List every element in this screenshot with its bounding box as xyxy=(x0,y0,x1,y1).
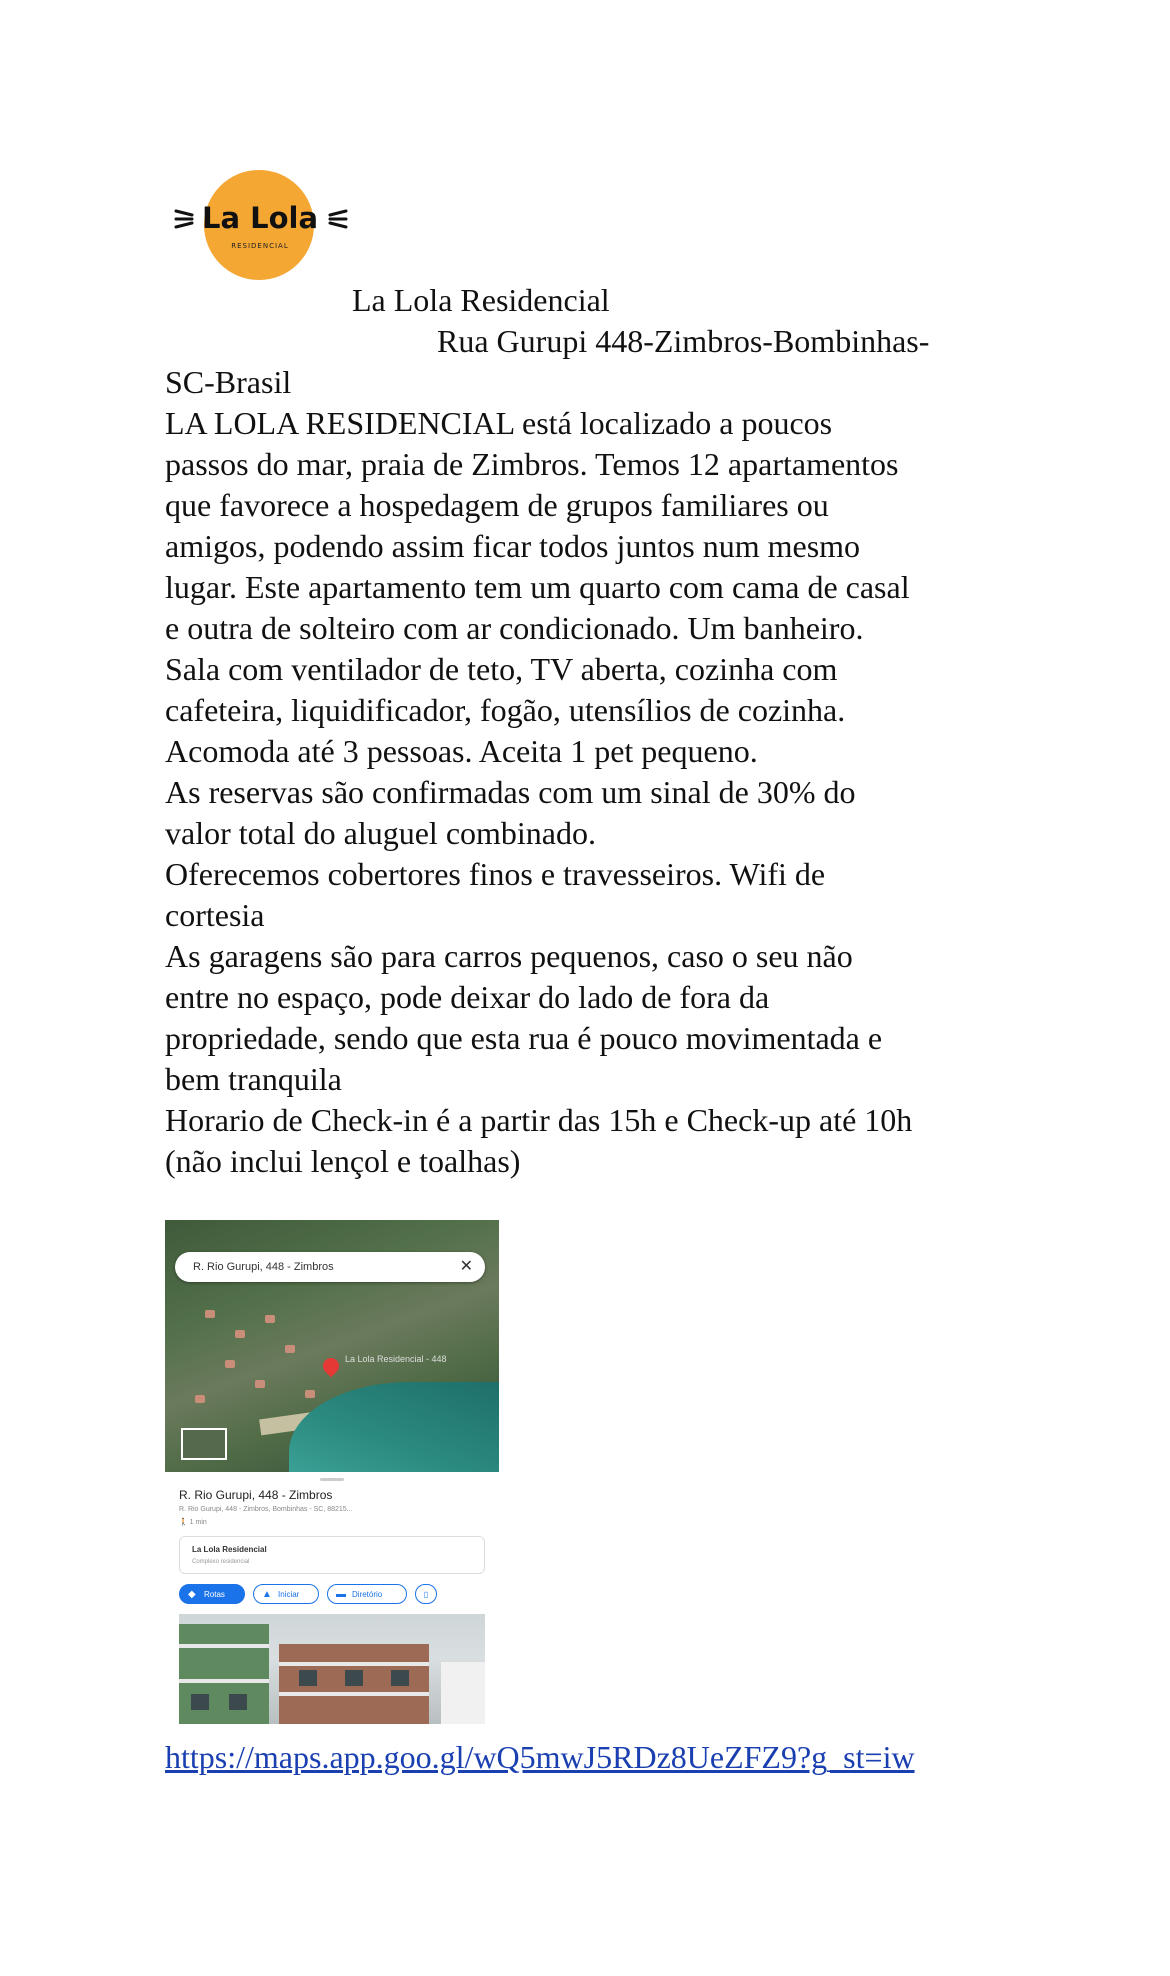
bookmark-icon: ▯ xyxy=(423,1590,429,1599)
walk-time xyxy=(179,1518,207,1526)
directions-button[interactable] xyxy=(179,1584,245,1604)
address-line-2: SC-Brasil xyxy=(165,364,292,400)
save-button[interactable] xyxy=(415,1584,437,1604)
place-card[interactable] xyxy=(179,1536,485,1574)
map-house-marker xyxy=(195,1395,205,1403)
window xyxy=(391,1670,409,1686)
address-line-1: Rua Gurupi 448-Zimbros-Bombinhas- xyxy=(437,323,930,359)
map-house-marker xyxy=(285,1345,295,1353)
body-line: passos do mar, praia de Zimbros. Temos 12 apartamentos xyxy=(165,446,899,482)
close-icon[interactable]: ✕ xyxy=(459,1258,473,1275)
body-line: propriedade, sendo que esta rua é pouco movimentada e xyxy=(165,1020,883,1056)
directions-icon: ◆ xyxy=(188,1589,196,1600)
body-line: Horario de Check-in é a partir das 15h e Check-up até 10h xyxy=(165,1102,913,1138)
body-line: bem tranquila xyxy=(165,1061,342,1097)
walk-icon: 🚶 xyxy=(179,1519,190,1526)
map-house-marker xyxy=(305,1390,315,1398)
map-search-bar[interactable] xyxy=(175,1252,485,1282)
map-house-marker xyxy=(205,1310,215,1318)
place-address: R. Rio Gurupi, 448 - Zimbros, Bombinhas - SC, 88215... xyxy=(179,1506,353,1513)
balcony xyxy=(279,1692,429,1696)
walk-time-value: 1 min xyxy=(189,1519,207,1526)
body-line: cafeteira, liquidificador, fogão, utensílios de cozinha. xyxy=(165,692,846,728)
building-green xyxy=(179,1624,269,1724)
directory-icon: ▬ xyxy=(336,1589,346,1600)
map-house-marker xyxy=(265,1315,275,1323)
body-line: que favorece a hospedagem de grupos familiares ou xyxy=(165,487,829,523)
card-title: La Lola Residencial xyxy=(192,1545,267,1554)
window xyxy=(229,1694,247,1710)
window xyxy=(299,1670,317,1686)
layers-thumbnail[interactable] xyxy=(181,1428,227,1460)
la-lola-logo xyxy=(170,168,350,282)
action-chips xyxy=(179,1584,499,1606)
map-house-marker xyxy=(235,1330,245,1338)
body-line: e outra de solteiro com ar condicionado. Um banheiro. xyxy=(165,610,864,646)
sea-area xyxy=(289,1382,499,1472)
building-photo xyxy=(179,1614,485,1724)
balcony xyxy=(179,1644,269,1648)
body-line: (não inclui lençol e toalhas) xyxy=(165,1143,521,1179)
directory-label: Diretório xyxy=(352,1590,383,1599)
card-subtitle: Complexo residencial xyxy=(192,1559,250,1565)
place-name: R. Rio Gurupi, 448 - Zimbros xyxy=(179,1488,333,1502)
map-screenshot xyxy=(165,1220,499,1724)
body-line: Acomoda até 3 pessoas. Aceita 1 pet pequeno. xyxy=(165,733,758,769)
balcony xyxy=(179,1679,269,1683)
body-line: valor total do aluguel combinado. xyxy=(165,815,596,851)
building-brown xyxy=(279,1644,429,1724)
body-line: Sala com ventilador de teto, TV aberta, cozinha com xyxy=(165,651,838,687)
window xyxy=(345,1670,363,1686)
maps-link[interactable]: https://maps.app.goo.gl/wQ5mwJ5RDz8UeZFZ9?g_st=iw xyxy=(165,1739,915,1775)
directions-label: Rotas xyxy=(204,1590,225,1599)
directory-button[interactable] xyxy=(327,1584,407,1604)
start-label: Iniciar xyxy=(278,1590,300,1599)
document-title: La Lola Residencial xyxy=(352,282,610,318)
body-line: lugar. Este apartamento tem um quarto com cama de casal xyxy=(165,569,910,605)
window xyxy=(191,1694,209,1710)
description-body xyxy=(165,403,1015,1182)
map-pin-label: La Lola Residencial - 448 xyxy=(345,1354,447,1364)
building-white xyxy=(441,1662,485,1724)
body-line: Oferecemos cobertores finos e travesseiros. Wifi de xyxy=(165,856,826,892)
map-house-marker xyxy=(225,1360,235,1368)
map-search-text: R. Rio Gurupi, 448 - Zimbros xyxy=(193,1261,334,1273)
body-line: entre no espaço, pode deixar do lado de fora da xyxy=(165,979,770,1015)
satellite-map xyxy=(165,1220,499,1472)
map-house-marker xyxy=(255,1380,265,1388)
body-line: cortesia xyxy=(165,897,265,933)
body-line: LA LOLA RESIDENCIAL está localizado a poucos xyxy=(165,405,833,441)
navigation-arrow-icon: ▲ xyxy=(262,1589,272,1600)
balcony xyxy=(279,1662,429,1666)
sheet-handle[interactable] xyxy=(320,1478,344,1481)
logo-subtitle: RESIDENCIAL xyxy=(231,242,289,250)
body-line: amigos, podendo assim ficar todos juntos num mesmo xyxy=(165,528,861,564)
body-line: As garagens são para carros pequenos, caso o seu não xyxy=(165,938,853,974)
start-button[interactable] xyxy=(253,1584,319,1604)
logo-name: La Lola xyxy=(201,201,319,235)
map-pin-icon[interactable] xyxy=(320,1355,343,1378)
body-line: As reservas são confirmadas com um sinal de 30% do xyxy=(165,774,856,810)
